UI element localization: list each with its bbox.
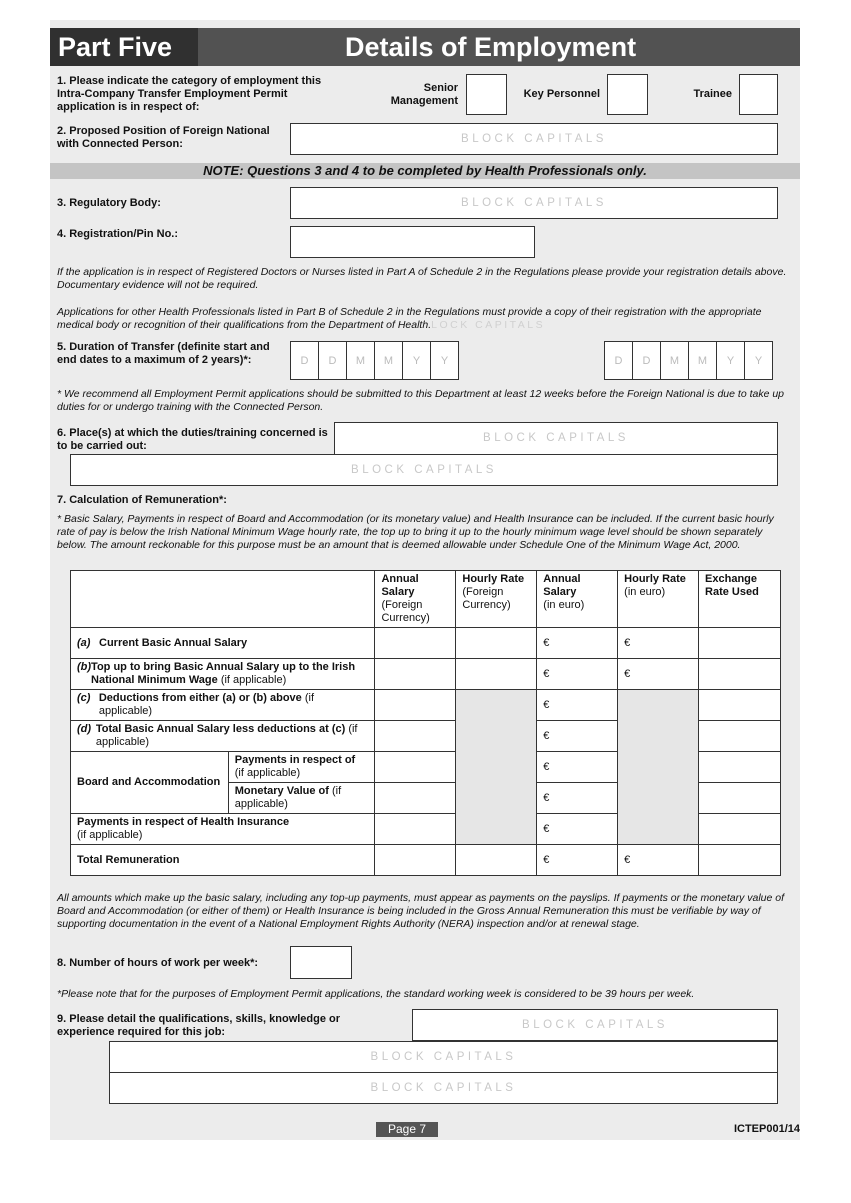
health-insurance-label: Payments in respect of Health Insurance (if applicable) [71,814,375,845]
cell-input[interactable]: € [618,628,699,659]
cell-input[interactable] [375,814,456,845]
cell-input[interactable]: € [537,752,618,783]
cell-input[interactable] [375,721,456,752]
cell-input[interactable] [699,721,781,752]
cell-input[interactable] [699,659,781,690]
cell-input[interactable] [456,845,537,876]
start-date-cell[interactable]: Y [430,341,459,380]
standard-week-note: *Please note that for the purposes of Employment Permit applications, the standard working week is considered to be 39 hours per week. [57,988,695,1000]
shaded-cell [456,690,537,845]
regulatory-body-input[interactable]: BLOCK CAPITALS [290,187,778,219]
end-date-cell[interactable]: D [604,341,633,380]
cell-input[interactable] [456,628,537,659]
trainee-checkbox[interactable] [739,74,778,115]
cell-input[interactable]: € [537,628,618,659]
option-trainee-label: Trainee [693,88,732,100]
cell-input[interactable]: € [537,845,618,876]
col-hourly-rate-euro: Hourly Rate (in euro) [618,571,699,628]
col-annual-salary-euro: Annual Salary (in euro) [537,571,618,628]
q3-label: 3. Regulatory Body: [57,197,161,209]
cell-input[interactable]: € [618,845,699,876]
cell-input[interactable] [699,690,781,721]
end-date-cell[interactable]: Y [744,341,773,380]
registration-info-paragraph: If the application is in respect of Registered Doctors or Nurses listed in Part A of Schedule 2 in the Regulations please provide your registration details above. Documentary evidence will not be required. [57,266,787,291]
cell-input[interactable] [699,814,781,845]
cell-input[interactable] [699,845,781,876]
remuneration-table [70,570,781,876]
q5-label: 5. Duration of Transfer (definite start and end dates to a maximum of 2 years)*: [57,341,270,366]
payslip-verification-paragraph: All amounts which make up the basic salary, including any top-up payments, must appear as payments on the payslips. If payments or the monetary value of Board and Accommodation (or either of them) or Health Insurance is being included in the Gross Annual Remuneration this must be verifiable by way of supporting documentation in the event of a National Employment Rights Authority (NERA) inspection and/or at renewal stage. [57,892,785,930]
start-date-cell[interactable]: D [290,341,319,380]
start-date-input[interactable] [291,341,459,380]
col-annual-salary-foreign: Annual Salary (Foreign Currency) [375,571,456,628]
end-date-cell[interactable]: M [660,341,689,380]
cell-input[interactable] [375,659,456,690]
form-code: ICTEP001/14 [733,1123,800,1135]
cell-input[interactable]: € [537,814,618,845]
col-exchange-rate: Exchange Rate Used [699,571,781,628]
q8-label: 8. Number of hours of work per week*: [57,957,259,969]
qualifications-input-2[interactable]: BLOCK CAPITALS [109,1041,778,1073]
place-of-duties-input-1[interactable]: BLOCK CAPITALS [334,422,778,455]
cell-input[interactable]: € [537,659,618,690]
cell-input[interactable] [375,690,456,721]
start-date-cell[interactable]: M [374,341,403,380]
end-date-cell[interactable]: Y [716,341,745,380]
q4-label: 4. Registration/Pin No.: [57,228,179,240]
proposed-position-input[interactable]: BLOCK CAPITALS [290,123,778,155]
page-number: Page 7 [376,1122,438,1137]
cell-input[interactable] [456,659,537,690]
shaded-cell [618,690,699,845]
cell-input[interactable] [375,783,456,814]
q1-label: 1. Please indicate the category of employment this Intra-Company Transfer Employment Permit application is in respect of: [57,75,322,113]
registration-pin-input[interactable] [290,226,535,258]
end-date-cell[interactable]: M [688,341,717,380]
part-heading: Part Five [50,28,198,66]
option-senior-management-label: Senior Management [390,82,458,107]
table-row [71,659,781,690]
cell-input[interactable]: € [618,659,699,690]
table-header-blank [71,571,375,628]
other-professionals-paragraph: Applications for other Health Professionals listed in Part B of Schedule 2 in the Regulations must provide a copy of their registration with the appropriate medical body or recognition of their qualifications from the Department of Health.LOCK CAPITALS [57,306,762,331]
row-d-label: (d) Total Basic Annual Salary less deductions at (c) (if applicable) [71,721,375,752]
hours-per-week-input[interactable] [290,946,352,979]
cell-input[interactable] [375,628,456,659]
board-payments-label: Payments in respect of (if applicable) [228,752,375,783]
cell-input[interactable] [375,752,456,783]
section-title: Details of Employment [198,28,800,66]
q9-label: 9. Please detail the qualifications, skills, knowledge or experience required for this job: [57,1013,341,1038]
start-date-cell[interactable]: Y [402,341,431,380]
row-b-label: (b) Top up to bring Basic Annual Salary up to the Irish National Minimum Wage (if applicable) [71,659,375,690]
cell-input[interactable] [699,628,781,659]
option-key-personnel-label: Key Personnel [523,88,600,100]
cell-input[interactable]: € [537,783,618,814]
key-personnel-checkbox[interactable] [607,74,648,115]
q6-label: 6. Place(s) at which the duties/training concerned is to be carried out: [57,427,328,452]
ghost-text: LOCK CAPITALS [431,319,546,331]
row-c-label: (c) Deductions from either (a) or (b) above (if applicable) [71,690,375,721]
cell-input[interactable] [699,752,781,783]
q2-label: 2. Proposed Position of Foreign National with Connected Person: [57,125,270,150]
senior-management-checkbox[interactable] [466,74,507,115]
cell-input[interactable]: € [537,690,618,721]
table-row [71,628,781,659]
qualifications-input-1[interactable]: BLOCK CAPITALS [412,1009,778,1041]
cell-input[interactable] [375,845,456,876]
row-a-label: (a) Current Basic Annual Salary [71,628,375,659]
table-row [71,845,781,876]
board-accommodation-label: Board and Accommodation [71,752,229,814]
board-monetary-value-label: Monetary Value of (if applicable) [228,783,375,814]
end-date-input[interactable] [605,341,773,380]
end-date-cell[interactable]: D [632,341,661,380]
remuneration-note: * Basic Salary, Payments in respect of Board and Accommodation (or its monetary value) and Health Insurance can be included. If the current basic hourly rate of pay is below the Irish National Minimum Wage hourly rate, the top up to bring it up to the hourly minimum wage level should be shown separately below. The amount reckonable for this purpose must be an amount that is deemed allowable under Schedule One of the Minimum Wage Act, 2000. [57,513,774,551]
q7-label: 7. Calculation of Remuneration*: [57,494,227,506]
cell-input[interactable] [699,783,781,814]
total-remuneration-label: Total Remuneration [71,845,375,876]
health-professionals-note: NOTE: Questions 3 and 4 to be completed by Health Professionals only. [50,163,800,179]
table-row [71,690,781,721]
col-hourly-rate-foreign: Hourly Rate (Foreign Currency) [456,571,537,628]
qualifications-input-3[interactable]: BLOCK CAPITALS [109,1072,778,1104]
start-date-cell[interactable]: D [318,341,347,380]
place-of-duties-input-2[interactable]: BLOCK CAPITALS [70,454,778,486]
cell-input[interactable]: € [537,721,618,752]
submission-timing-paragraph: * We recommend all Employment Permit applications should be submitted to this Department at least 12 weeks before the Foreign National is due to take up duties for or undergo training with the Connected Person. [57,388,785,413]
start-date-cell[interactable]: M [346,341,375,380]
